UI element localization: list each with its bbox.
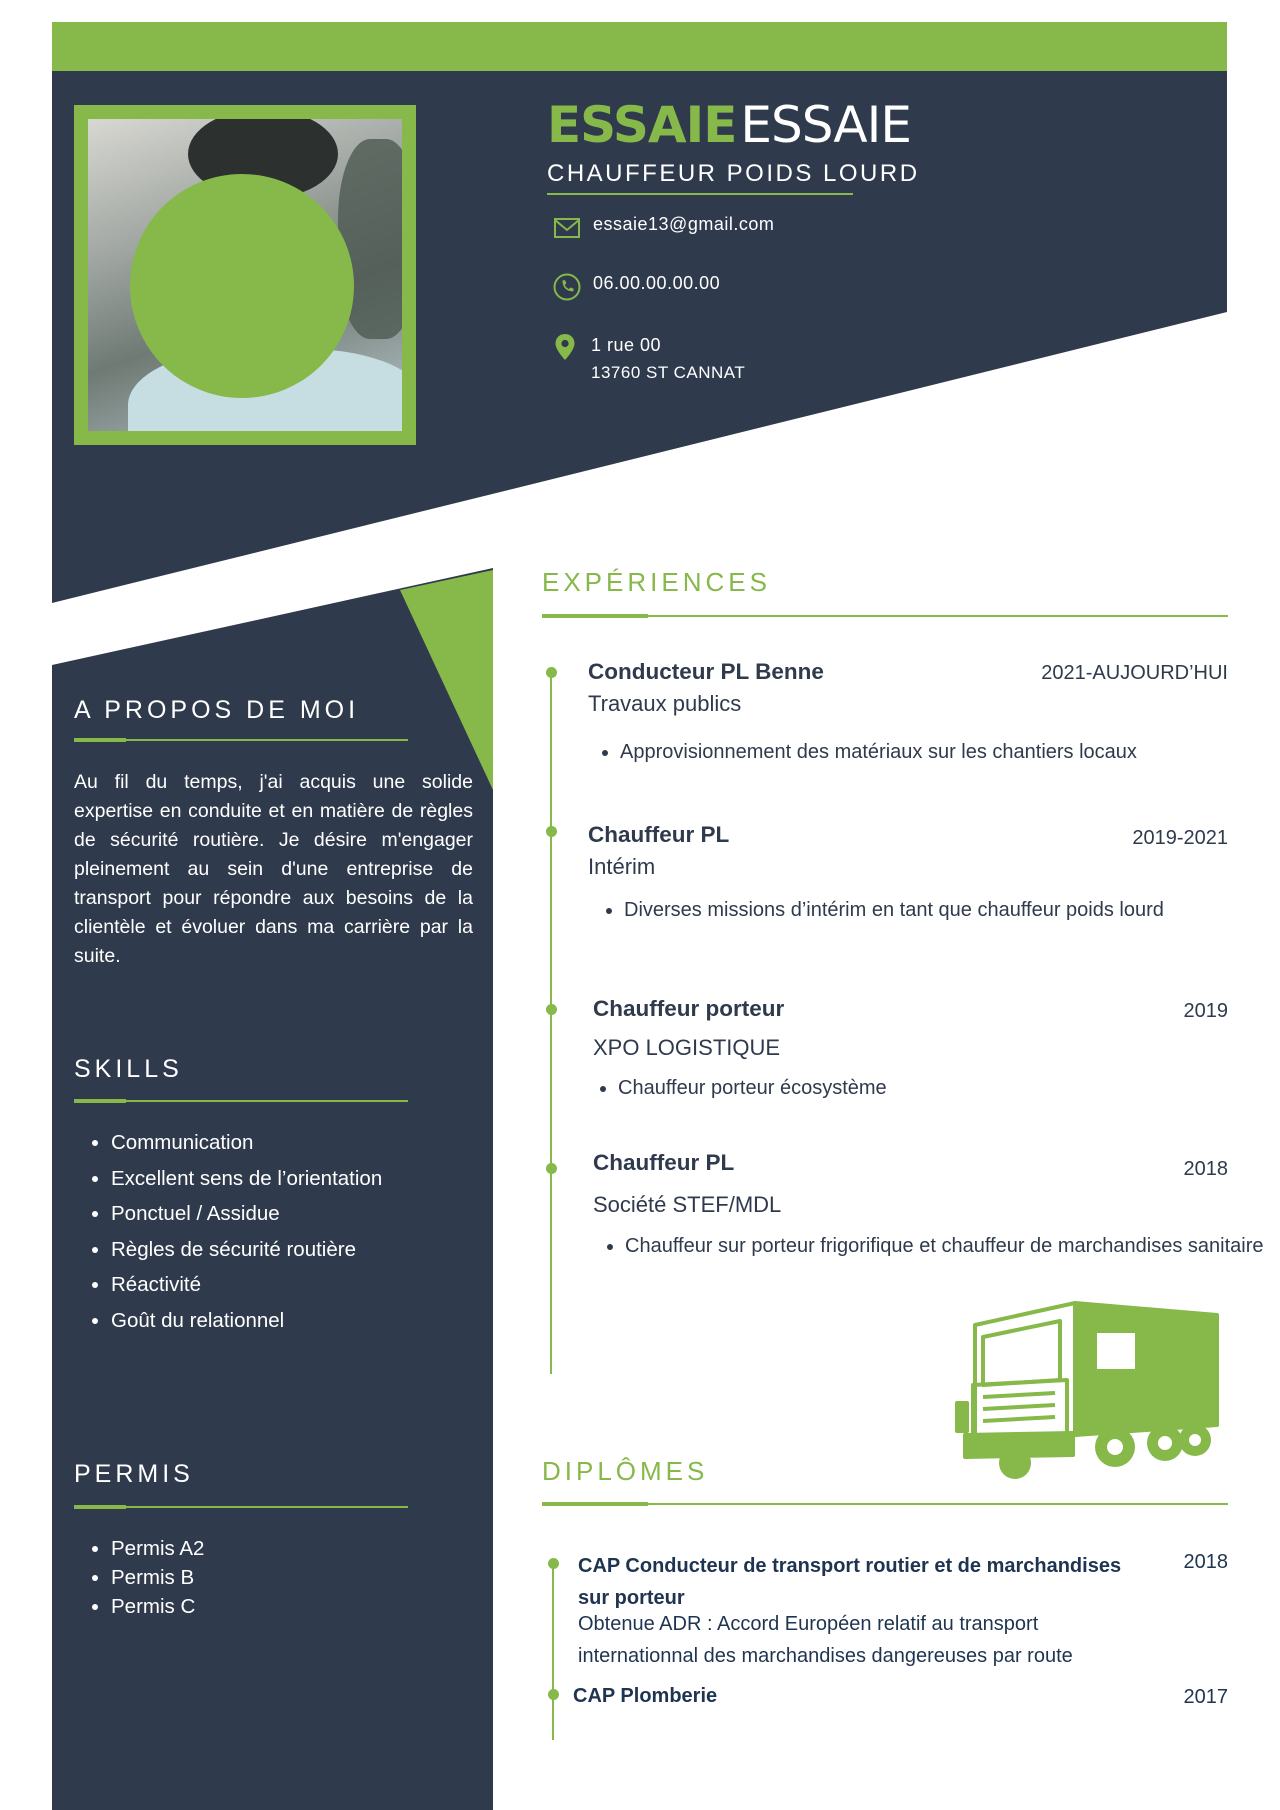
diplomes-timeline xyxy=(552,1562,554,1740)
profile-photo xyxy=(88,119,402,431)
about-text: Au fil du temps, j'ai acquis une solide expertise en conduite et en matière de règles de sécurité routière. Je désire m'engager pleinement au sein d'une entreprise de transport pour répondre aux besoins de la clientèle et évoluer dans ma carrière par la suite. xyxy=(74,771,473,967)
experience-bullets xyxy=(592,895,1260,925)
experience-bullet: • Approvisionnement des matériaux sur les chantiers locaux xyxy=(620,737,1260,767)
timeline-dot xyxy=(546,1163,557,1174)
experience-bullets xyxy=(593,1231,1275,1261)
candidate-name xyxy=(547,96,911,154)
address-line-1: 1 rue 00 xyxy=(591,335,662,355)
skill-item: • Goût du relationnel xyxy=(111,1303,382,1339)
diplomes-heading-rule xyxy=(542,1503,1228,1505)
experience-bullets xyxy=(586,1073,1258,1103)
phone-icon xyxy=(552,272,582,302)
diplomes-heading: DIPLÔMES xyxy=(542,1456,709,1486)
timeline-dot xyxy=(548,1689,559,1700)
permis-item: • Permis B xyxy=(111,1563,204,1592)
timeline-dot xyxy=(546,667,557,678)
experience-date: 2021-AUJOURD’HUI xyxy=(1041,662,1228,684)
diploma-date: 2018 xyxy=(1183,1551,1228,1573)
title-divider xyxy=(547,193,853,195)
location-pin-icon xyxy=(550,332,580,362)
truck-illustration xyxy=(955,1285,1220,1481)
experience-date: 2019 xyxy=(1183,1000,1228,1022)
skill-item: • Ponctuel / Assidue xyxy=(111,1196,382,1232)
permis-item: • Permis C xyxy=(111,1592,204,1621)
skill-item: • Réactivité xyxy=(111,1267,382,1303)
experience-date: 2018 xyxy=(1183,1158,1228,1180)
about-heading-rule xyxy=(74,739,408,741)
timeline-dot xyxy=(546,826,557,837)
experiences-heading: EXPÉRIENCES xyxy=(542,567,771,597)
experience-date: 2019-2021 xyxy=(1132,827,1228,849)
skill-item: • Excellent sens de l’orientation xyxy=(111,1161,382,1197)
skills-list xyxy=(74,1125,382,1338)
first-name: ESSAIE xyxy=(547,96,737,154)
experience-bullet: • Chauffeur porteur écosystème xyxy=(618,1073,1258,1103)
diploma-date: 2017 xyxy=(1183,1686,1228,1708)
timeline-dot xyxy=(546,1004,557,1015)
address-line-2: 13760 ST CANNAT xyxy=(591,363,746,382)
timeline-dot xyxy=(548,1558,559,1569)
experience-bullets xyxy=(588,737,1260,767)
experience-company: Société STEF/MDL xyxy=(593,1192,782,1217)
skills-heading: SKILLS xyxy=(74,1055,183,1083)
experience-company: XPO LOGISTIQUE xyxy=(593,1035,781,1060)
diploma-detail: Obtenue ADR : Accord Européen relatif au transport internationnal des marchandises dangereuses par route xyxy=(578,1613,1073,1667)
skills-heading-rule xyxy=(74,1100,408,1102)
experience-company: Travaux publics xyxy=(588,691,742,716)
experience-title: Chauffeur PL xyxy=(593,1150,735,1175)
last-name: ESSAIE xyxy=(740,96,911,154)
experience-title: Chauffeur PL xyxy=(588,822,730,847)
top-accent-bar xyxy=(52,22,1227,71)
experience-bullet: • Chauffeur sur porteur frigorifique et chauffeur de marchandises sanitaire xyxy=(625,1231,1275,1261)
diploma-title: CAP Plomberie xyxy=(573,1685,718,1707)
diploma-title: CAP Conducteur de transport routier et de marchandises sur porteur xyxy=(578,1555,1122,1609)
experience-bullet: • Diverses missions d’intérim en tant que chauffeur poids lourd xyxy=(624,895,1260,925)
permis-heading: PERMIS xyxy=(74,1460,194,1488)
experience-company: Intérim xyxy=(588,854,656,879)
permis-list xyxy=(74,1534,204,1621)
job-title: CHAUFFEUR POIDS LOURD xyxy=(547,160,920,187)
experiences-heading-rule xyxy=(542,615,1228,617)
experience-timeline xyxy=(550,672,552,1374)
skill-item: • Règles de sécurité routière xyxy=(111,1232,382,1268)
experience-title: Conducteur PL Benne xyxy=(588,659,824,684)
face-cover-circle xyxy=(130,174,354,398)
email-text: essaie13@gmail.com xyxy=(593,214,775,234)
about-heading: A PROPOS DE MOI xyxy=(74,696,360,724)
permis-item: • Permis A2 xyxy=(111,1534,204,1563)
experience-title: Chauffeur porteur xyxy=(593,996,785,1021)
permis-heading-rule xyxy=(74,1506,408,1508)
skill-item: • Communication xyxy=(111,1125,382,1161)
profile-photo-frame xyxy=(74,105,416,445)
phone-text: 06.00.00.00.00 xyxy=(593,273,721,293)
mail-icon xyxy=(552,213,582,243)
